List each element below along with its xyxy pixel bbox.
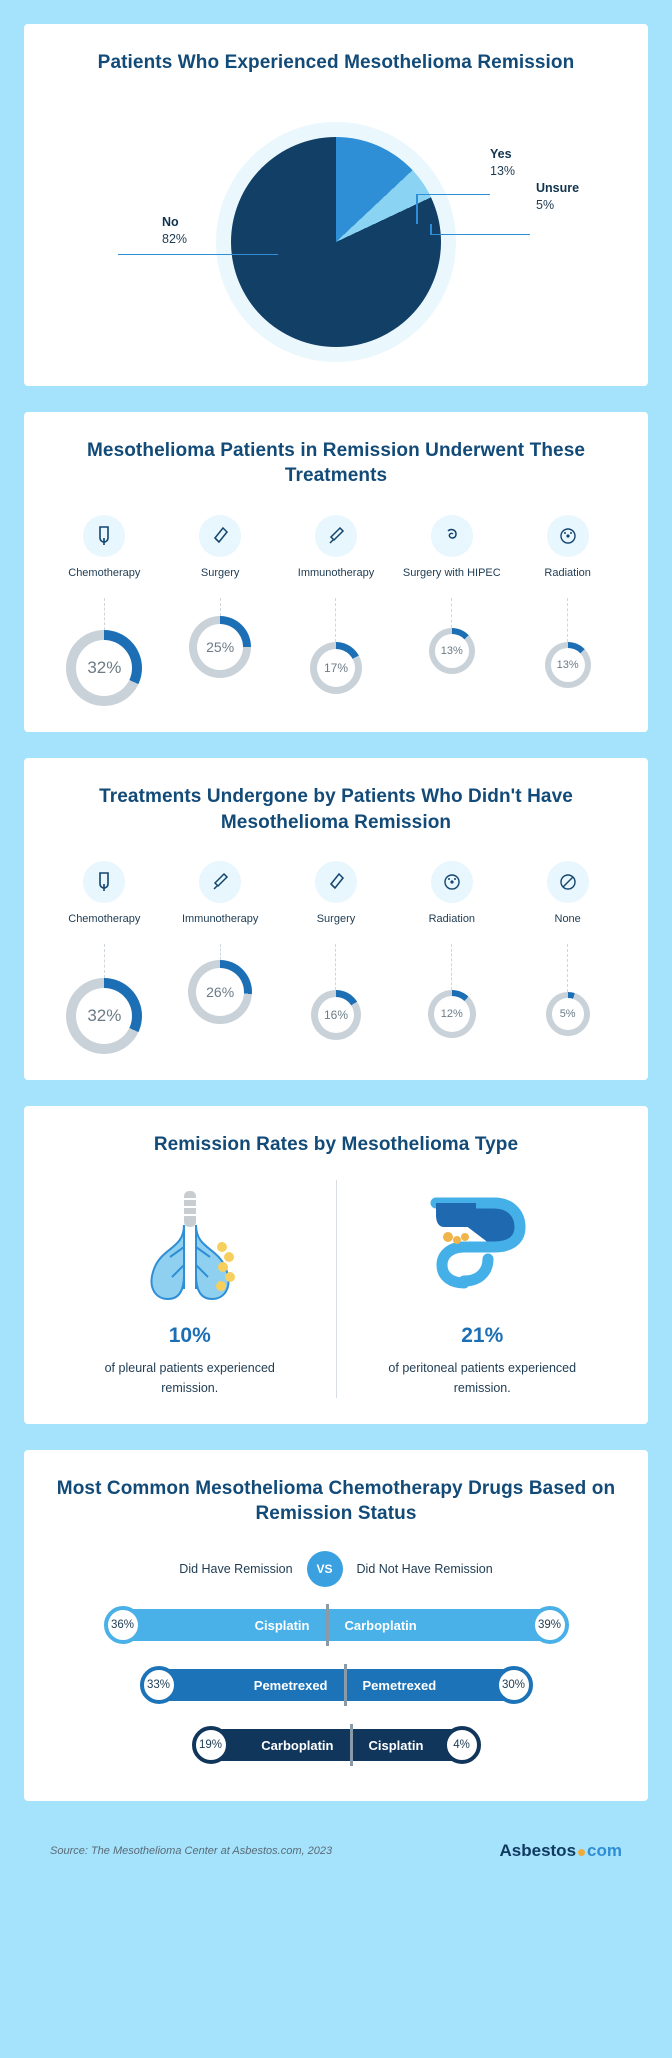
gauge-item: [513, 515, 622, 688]
drug-pct-right: 30%: [495, 1666, 533, 1704]
drug-center-divider: [344, 1664, 347, 1706]
vs-badge: VS: [307, 1551, 343, 1587]
lungs-icon: [110, 1180, 270, 1310]
connector-dashed: [220, 598, 221, 616]
leader-unsure-v: [430, 224, 432, 235]
drugs-header-right: Did Not Have Remission: [356, 1562, 493, 1577]
drug-row: [44, 1723, 628, 1767]
gauge-label: Chemotherapy: [68, 566, 141, 579]
logo-com-text: com: [587, 1841, 622, 1861]
peritoneal-remission-pct: 21%: [461, 1323, 504, 1347]
gauge-holder: [397, 628, 506, 674]
drug-name-right: Carboplatin: [344, 1617, 417, 1633]
card-remission-treatments: [24, 412, 648, 732]
gauge-holder: [513, 992, 622, 1036]
gauge-holder: [50, 978, 159, 1054]
gauge-label: Chemotherapy: [68, 913, 141, 926]
section-title-drugs: Most Common Mesothelioma Chemotherapy Drugs Based on Remission Status: [56, 1477, 616, 1525]
gauge-value: 26%: [206, 984, 235, 1001]
gauge-ring: [188, 960, 252, 1024]
connector-dashed: [567, 944, 568, 992]
pie-label-yes: [490, 146, 515, 180]
gauge-label: Immunotherapy: [181, 913, 259, 926]
leader-no-h: [118, 254, 278, 256]
gauge-item: [397, 515, 506, 674]
pie-label-yes-text: Yes: [490, 146, 512, 161]
connector-dashed: [335, 598, 336, 642]
leader-unsure-h: [430, 234, 530, 236]
abdomen-icon: [402, 1180, 562, 1310]
source-text: Source: The Mesothelioma Center at Asbestos.com, 2023: [50, 1845, 333, 1858]
gauge-holder: [397, 990, 506, 1038]
connector-dashed: [335, 944, 336, 990]
gauge-value: 16%: [323, 1008, 348, 1023]
drug-bar-left: [198, 1729, 350, 1761]
drug-name-right: Cisplatin: [368, 1737, 424, 1753]
drug-row: [44, 1663, 628, 1707]
pie-label-no-pct: 82%: [162, 231, 188, 246]
pie-slices: [231, 137, 441, 347]
drug-center-divider: [350, 1724, 353, 1766]
gauge-row-remission: [44, 515, 628, 706]
gauge-value: 13%: [440, 644, 463, 657]
connector-dashed: [104, 598, 105, 630]
drug-bar-right: [329, 1609, 563, 1641]
gauge-value: 12%: [440, 1008, 463, 1021]
card-no-remission-treatments: [24, 758, 648, 1080]
gauge-label: Surgery with HIPEC: [402, 566, 501, 579]
drugs-header: [44, 1551, 628, 1587]
connector-dashed: [451, 944, 452, 990]
pleural-remission-pct: 10%: [168, 1323, 211, 1347]
gauge-item: [166, 861, 275, 1024]
drug-name-right: Pemetrexed: [362, 1677, 437, 1693]
logo-main-text: Asbestos: [499, 1841, 577, 1861]
gauge-item: [513, 861, 622, 1036]
gauge-item: [397, 861, 506, 1038]
drug-center-divider: [326, 1604, 329, 1646]
leader-yes-h: [416, 194, 490, 196]
pie-label-yes-pct: 13%: [490, 163, 516, 178]
drug-bar-left: [110, 1609, 326, 1641]
gauge-value: 5%: [559, 1008, 576, 1021]
section-title-no-remission-treatments: Treatments Undergone by Patients Who Didn't Have Mesothelioma Remission: [99, 785, 573, 833]
gauge-ring: [66, 978, 142, 1054]
gauge-value: 13%: [556, 658, 579, 671]
card-remission-pie: [24, 24, 648, 386]
pie-label-unsure-pct: 5%: [536, 197, 555, 212]
gauge-ring: [310, 642, 362, 694]
drugs-header-left: Did Have Remission: [179, 1562, 293, 1577]
gauge-label: Immunotherapy: [297, 566, 375, 579]
drug-bar-right: [347, 1669, 527, 1701]
gauge-holder: [166, 616, 275, 678]
drug-row: [44, 1603, 628, 1647]
pie-label-unsure: [536, 180, 579, 214]
gauge-holder: [513, 642, 622, 688]
gauge-holder: [50, 630, 159, 706]
card-remission-by-type: [24, 1106, 648, 1424]
radiation-icon: [547, 515, 589, 557]
peritoneal-remission-desc: of peritoneal patients experienced remission.: [388, 1360, 577, 1395]
scalpel-icon: [315, 861, 357, 903]
gauge-ring: [189, 616, 251, 678]
drug-pct-left: 36%: [104, 1606, 142, 1644]
syringe-icon: [315, 515, 357, 557]
drug-bar-left: [146, 1669, 344, 1701]
drug-name-left: Cisplatin: [254, 1617, 310, 1633]
gauge-value: 17%: [323, 660, 348, 675]
gauge-item: [166, 515, 275, 678]
drug-name-left: Carboplatin: [261, 1737, 334, 1753]
connector-dashed: [220, 944, 221, 960]
scalpel-icon: [199, 515, 241, 557]
drug-pct-left: 33%: [140, 1666, 178, 1704]
gauge-label: Radiation: [428, 913, 476, 926]
asbestos-logo[interactable]: [500, 1841, 623, 1861]
leader-yes-v: [416, 194, 418, 224]
type-comparison: [44, 1180, 628, 1398]
chemo-bag-icon: [83, 861, 125, 903]
gauge-item: [50, 861, 159, 1054]
gauge-ring: [311, 990, 361, 1040]
gauge-ring: [546, 992, 590, 1036]
section-title-by-type: Remission Rates by Mesothelioma Type: [153, 1134, 519, 1156]
gauge-holder: [282, 990, 391, 1040]
gauge-holder: [282, 642, 391, 694]
gauge-item: [282, 861, 391, 1040]
none-circle-slash-icon: [547, 861, 589, 903]
gauge-ring: [428, 990, 476, 1038]
gauge-value: 25%: [206, 638, 235, 655]
type-column-peritoneal: [337, 1180, 629, 1398]
connector-dashed: [451, 598, 452, 628]
gauge-value: 32%: [87, 1006, 122, 1026]
connector-dashed: [104, 944, 105, 978]
gauge-item: [282, 515, 391, 694]
page-title: Patients Who Experienced Mesothelioma Remission: [97, 52, 575, 73]
pie-label-no: [162, 214, 187, 248]
pie-label-unsure-text: Unsure: [536, 180, 580, 195]
gauge-ring: [66, 630, 142, 706]
gauge-ring: [545, 642, 591, 688]
footer: [24, 1827, 648, 1887]
gauge-row-no-remission: [44, 861, 628, 1054]
drug-pct-right: 4%: [443, 1726, 481, 1764]
drug-bar-right: [353, 1729, 475, 1761]
gauge-holder: [166, 960, 275, 1024]
gauge-value: 32%: [87, 657, 122, 677]
drug-pct-left: 19%: [192, 1726, 230, 1764]
gauge-ring: [429, 628, 475, 674]
hipec-icon: [431, 515, 473, 557]
radiation-icon: [431, 861, 473, 903]
card-chemo-drugs: [24, 1450, 648, 1801]
pie-chart: [44, 86, 628, 356]
syringe-icon: [199, 861, 241, 903]
pie-label-no-text: No: [162, 214, 179, 229]
section-title-remission-treatments: Mesothelioma Patients in Remission Underwent These Treatments: [86, 439, 586, 487]
gauge-item: [50, 515, 159, 706]
gauge-label: None: [554, 913, 581, 926]
logo-dot-icon: [578, 1849, 585, 1856]
type-column-pleural: [44, 1180, 337, 1398]
pleural-remission-desc: of pleural patients experienced remission.: [104, 1360, 275, 1395]
connector-dashed: [567, 598, 568, 642]
drug-name-left: Pemetrexed: [253, 1677, 328, 1693]
gauge-label: Surgery: [316, 913, 356, 926]
chemo-bag-icon: [83, 515, 125, 557]
gauge-label: Radiation: [544, 566, 591, 579]
gauge-label: Surgery: [200, 566, 240, 579]
drug-pct-right: 39%: [531, 1606, 569, 1644]
